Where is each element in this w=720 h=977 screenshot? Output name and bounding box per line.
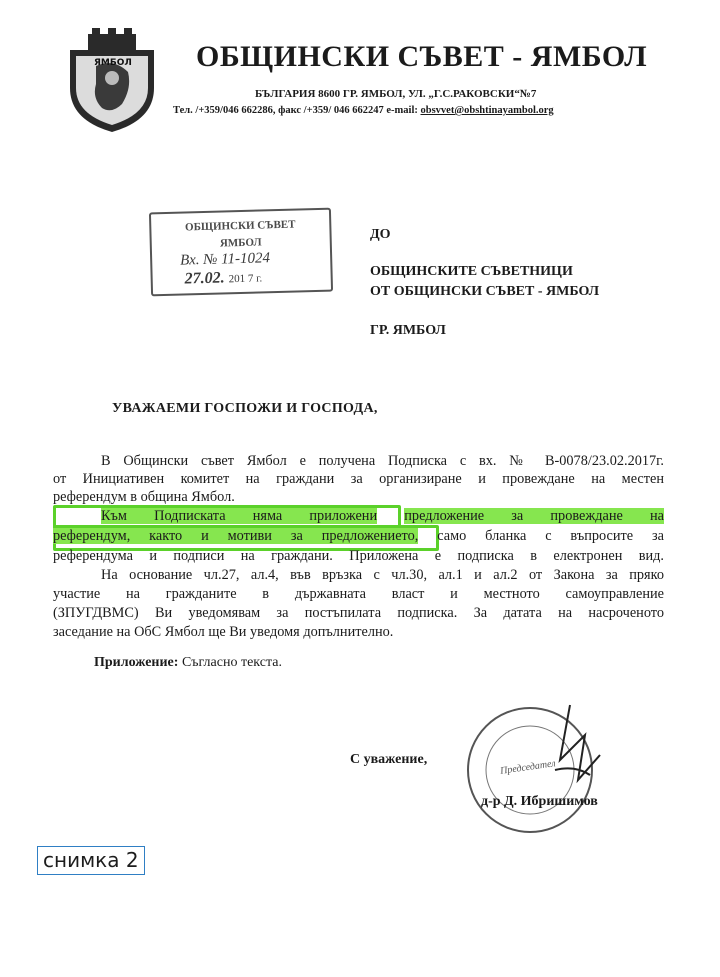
stamp-city: ЯМБОЛ <box>219 236 262 250</box>
closing-regards: С уважение, <box>350 752 428 767</box>
paragraph3-line2: участие на гражданите в държавната власт и местното самоуправление <box>53 586 664 602</box>
recipient-city: ГР. ЯМБОЛ <box>370 323 446 338</box>
paragraph3-line1: На основание чл.27, ал.4, във връзка с чл.30, ал.1 и ал.2 от Закона за пряко <box>101 567 664 583</box>
municipal-coat-of-arms <box>62 28 162 136</box>
paragraph2-line3: референдума и подписи на граждани. Приложена е подписка в електронен вид. <box>53 548 664 564</box>
highlighted-phrase-3: референдум, както и мотиви за предложението, <box>53 528 419 544</box>
paragraph1-line2: от Инициативен комитет на граждани за организиране и провеждане на местен <box>53 471 664 487</box>
recipient-line1: ОБЩИНСКИТЕ СЪВЕТНИЦИ <box>370 264 573 279</box>
stamp-day-month: 27.02. <box>184 269 225 288</box>
attachment-note <box>94 655 282 671</box>
salutation: УВАЖАЕМИ ГОСПОЖИ И ГОСПОДА, <box>112 401 378 416</box>
paragraph2-line2-rest: само бланка с въпросите за <box>437 528 664 544</box>
paragraph3-line3: (ЗПУГДВМС) Ви уведомявам за постъпилата подписка. За датата на насроченото <box>53 605 664 621</box>
paragraph2-line1 <box>101 507 664 525</box>
stamp-reg-number: Вх. № 11-1024 <box>179 250 271 269</box>
paragraph2-line2 <box>53 527 664 545</box>
photo-caption: снимка 2 <box>37 846 145 875</box>
seal-text: Председател <box>499 758 557 777</box>
attachment-text: Съгласно текста. <box>178 655 282 670</box>
stamp-title: ОБЩИНСКИ СЪВЕТ <box>184 218 296 234</box>
council-address: БЪЛГАРИЯ 8600 ГР. ЯМБОЛ, УЛ. „Г.С.РАКОВСКИ“№7 <box>255 88 537 100</box>
contact-phones: Тел. /+359/046 662286, факс /+359/ 046 662247 e-mail: <box>173 105 421 116</box>
council-contact <box>173 105 554 116</box>
registration-stamp <box>149 208 333 297</box>
paragraph3-line4: заседание на ОбС Ямбол ще Ви уведомя допълнително. <box>53 624 394 640</box>
highlighted-phrase-2: предложение за провеждане на <box>404 508 664 524</box>
highlighted-phrase-1: Към Подписката няма приложени <box>101 508 378 524</box>
recipient-to: ДО <box>370 227 391 242</box>
coat-of-arms-label: ЯМБОЛ <box>94 58 132 68</box>
signer-name: д-р Д. Ибришимов <box>481 794 598 809</box>
stamp-year: 201 7 г. <box>228 272 263 286</box>
contact-email: obsvvet@obshtinayambol.org <box>420 105 554 116</box>
attachment-label: Приложение: <box>94 655 179 670</box>
recipient-line2: ОТ ОБЩИНСКИ СЪВЕТ - ЯМБОЛ <box>370 284 600 299</box>
paragraph1-line3: референдум в община Ямбол. <box>53 489 235 505</box>
paragraph1-line1: В Общински съвет Ямбол е получена Подписка с вх. № В-0078/23.02.2017г. <box>101 453 664 469</box>
stamp-date <box>184 268 262 288</box>
council-name: ОБЩИНСКИ СЪВЕТ - ЯМБОЛ <box>196 40 648 73</box>
